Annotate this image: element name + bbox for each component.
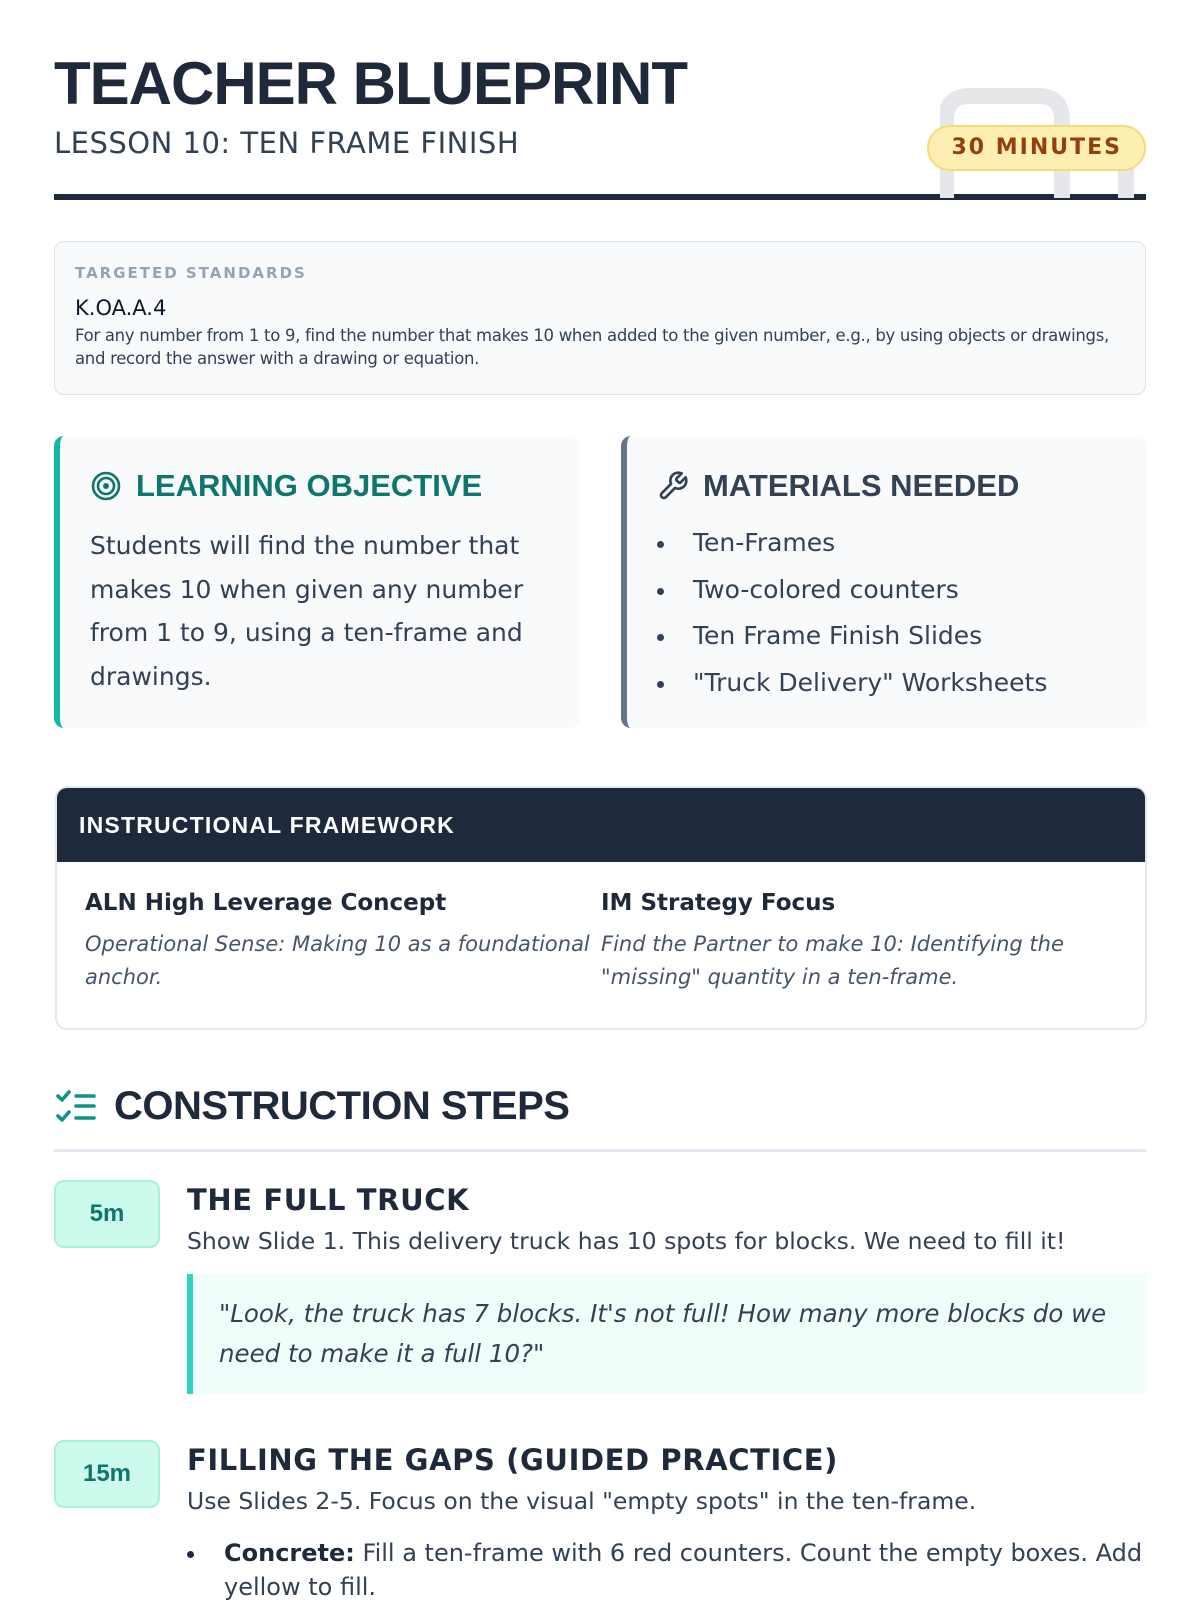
learning-objective-text: Students will find the number that makes 10 when given any number from 1 to 9, using a ten-frame and drawings. (90, 531, 524, 691)
materials-title: MATERIALS NEEDED (703, 468, 1020, 503)
framework-columns (57, 862, 1145, 994)
materials-card (621, 436, 1147, 728)
construction-steps-title: CONSTRUCTION STEPS (114, 1084, 570, 1128)
step-bullet (187, 1536, 1146, 1600)
step-bullet-text: Fill a ten-frame with 6 red counters. Count the empty boxes. Add yellow to fill. (224, 1539, 1143, 1600)
materials-list (657, 520, 1119, 706)
step-script-quote: "Look, the truck has 7 blocks. It's not full! How many more blocks do we need to make it a full 10?" (187, 1274, 1146, 1394)
standards-card (54, 241, 1146, 395)
step-title: THE FULL TRUCK (187, 1183, 470, 1217)
checklist-icon (54, 1086, 98, 1130)
standard-code: K.OA.A.4 (75, 296, 167, 320)
framework-column-text: Find the Partner to make 10: Identifying the "missing" quantity in a ten-frame. (601, 932, 1064, 989)
page-title: TEACHER BLUEPRINT (54, 50, 688, 117)
framework-column (601, 890, 1117, 994)
learning-objective-card (54, 436, 580, 728)
step-title: FILLING THE GAPS (GUIDED PRACTICE) (187, 1443, 839, 1477)
page-header (54, 48, 1146, 200)
materials-item: Two-colored counters (657, 567, 1119, 614)
framework-header: INSTRUCTIONAL FRAMEWORK (57, 788, 1145, 862)
step-bullet-list (187, 1536, 1146, 1600)
target-icon (90, 470, 122, 502)
standards-label: TARGETED STANDARDS (75, 264, 307, 282)
step-bullet-label: Concrete: (224, 1539, 355, 1567)
step-description: Use Slides 2-5. Focus on the visual "empty spots" in the ten-frame. (187, 1487, 977, 1515)
step-body (187, 1440, 1146, 1600)
materials-header (657, 466, 1119, 506)
step-description: Show Slide 1. This delivery truck has 10 spots for blocks. We need to fill it! (187, 1227, 1066, 1255)
step-time-badge: 15m (54, 1440, 160, 1508)
framework-column-text: Operational Sense: Making 10 as a foundational anchor. (85, 932, 590, 989)
construction-steps-header (54, 1082, 1146, 1152)
framework-column-title: ALN High Leverage Concept (85, 890, 447, 916)
materials-item: Ten Frame Finish Slides (657, 613, 1119, 660)
framework-column (85, 890, 601, 994)
wrench-icon (657, 470, 689, 502)
materials-item: Ten-Frames (657, 520, 1119, 567)
learning-objective-title: LEARNING OBJECTIVE (136, 468, 483, 503)
standard-description: For any number from 1 to 9, find the number that makes 10 when added to the given number, e.g., by using objects or drawings, and record the answer with a drawing or equation. (75, 326, 1109, 368)
lesson-subtitle: LESSON 10: TEN FRAME FINISH (54, 126, 520, 160)
duration-badge: 30 MINUTES (927, 125, 1146, 171)
step-body (187, 1180, 1146, 1394)
instructional-framework-card (55, 786, 1147, 1030)
materials-item: "Truck Delivery" Worksheets (657, 660, 1119, 707)
step-time-badge: 5m (54, 1180, 160, 1248)
learning-objective-header (90, 466, 552, 506)
framework-column-title: IM Strategy Focus (601, 890, 836, 916)
